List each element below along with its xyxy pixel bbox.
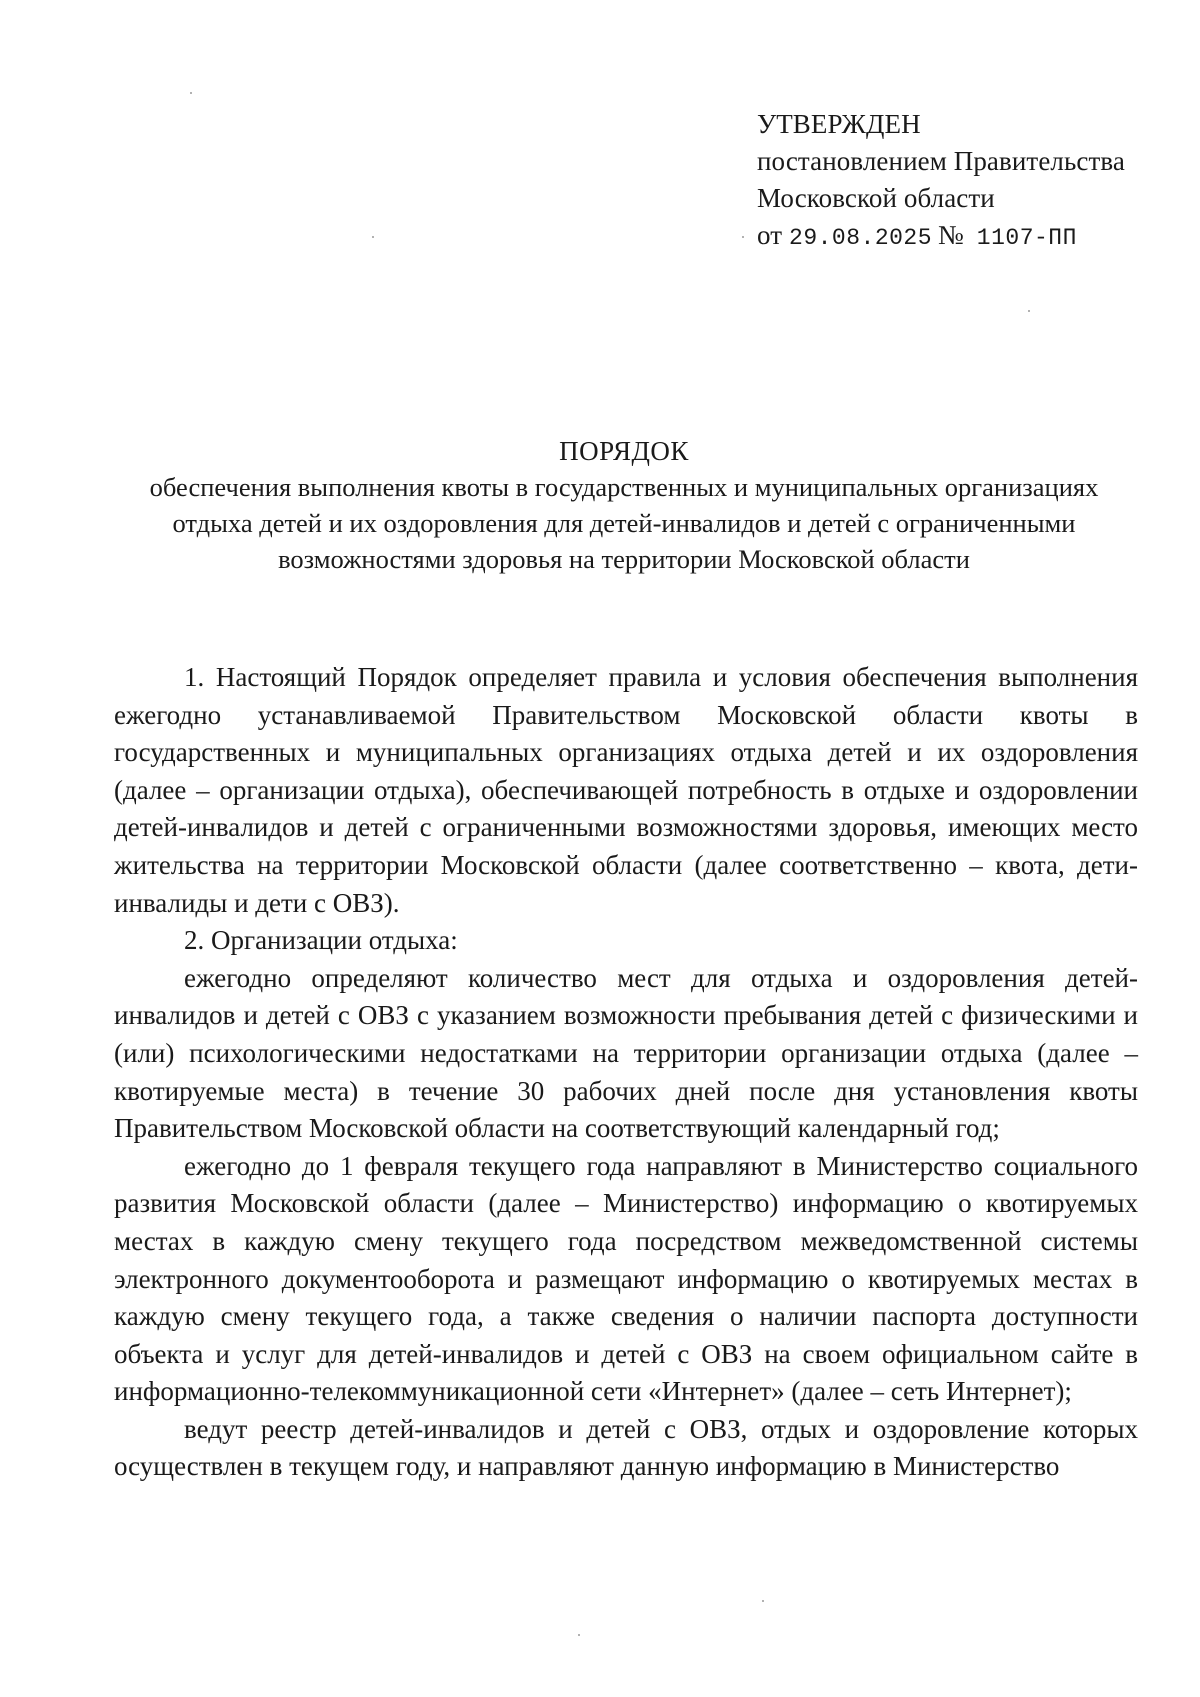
approval-number: 1107-ПП (976, 225, 1077, 251)
approval-authority-line: постановлением Правительства (757, 146, 1125, 176)
approval-heading: УТВЕРЖДЕН (757, 109, 921, 139)
approval-date-number-line (757, 217, 1125, 257)
paragraph-1: 1. Настоящий Порядок определяет правила и условия обеспечения выполнения ежегодно устанавливаемой Правительством Московской области квоты в государственных и муниципальных организациях отдыха детей и их оздоровления (далее – организации отдыха), обеспечивающей потребность в отдыхе и оздоровлении детей-инвалидов и детей с ограниченными возможностями здоровья, имеющих место жительства на территории Московской области (далее соответственно – квота, дети-инвалиды и дети с ОВЗ). (114, 662, 1138, 918)
scan-speck (578, 1634, 580, 1636)
approval-number-sign: № (938, 220, 964, 250)
scan-speck (742, 236, 744, 238)
scan-speck (762, 1600, 764, 1602)
approval-region-line: Московской области (757, 183, 995, 213)
document-subtitle-line-3: возможностями здоровья на территории Московской области (278, 544, 970, 574)
approval-date-prefix: от (757, 220, 783, 250)
document-subtitle-line-2: отдыха детей и их оздоровления для детей-инвалидов и детей с ограниченными (172, 508, 1076, 538)
scan-speck (1028, 310, 1030, 312)
scan-speck (372, 236, 374, 238)
approval-stamp-block (757, 106, 1125, 257)
paragraph-2: 2. Организации отдыха: (184, 925, 458, 956)
document-subtitle-line-1: обеспечения выполнения квоты в государственных и муниципальных организациях (149, 472, 1099, 502)
document-title-block (112, 433, 1136, 577)
document-title: ПОРЯДОК (559, 436, 689, 466)
scan-speck (190, 92, 192, 94)
document-body (114, 659, 1138, 1486)
paragraph-5: ведут реестр детей-инвалидов и детей с ОВЗ, отдых и оздоровление которых осуществлен в текущем году, и направляют данную информацию в Министерство (114, 1413, 1138, 1482)
approval-date: 29.08.2025 (789, 225, 933, 251)
paragraph-4: ежегодно до 1 февраля текущего года направляют в Министерство социального развития Московской области (далее – Министерство) информацию о квотируемых местах в каждую смену текущего года посредством межведомственной системы электронного документооборота и размещают информацию о квотируемых местах в каждую смену текущего года, а также сведения о наличии паспорта доступности объекта и услуг для детей-инвалидов и детей с ОВЗ на своем официальном сайте в информационно-телекоммуникационной сети «Интернет» (далее – сеть Интернет); (114, 1150, 1138, 1407)
paragraph-3: ежегодно определяют количество мест для отдыха и оздоровления детей-инвалидов и детей с ОВЗ с указанием возможности пребывания детей с физическими и (или) психологическими недостатками на территории организации отдыха (далее – квотируемые места) в течение 30 рабочих дней после дня установления квоты Правительством Московской области на соответствующий календарный год; (114, 962, 1138, 1144)
